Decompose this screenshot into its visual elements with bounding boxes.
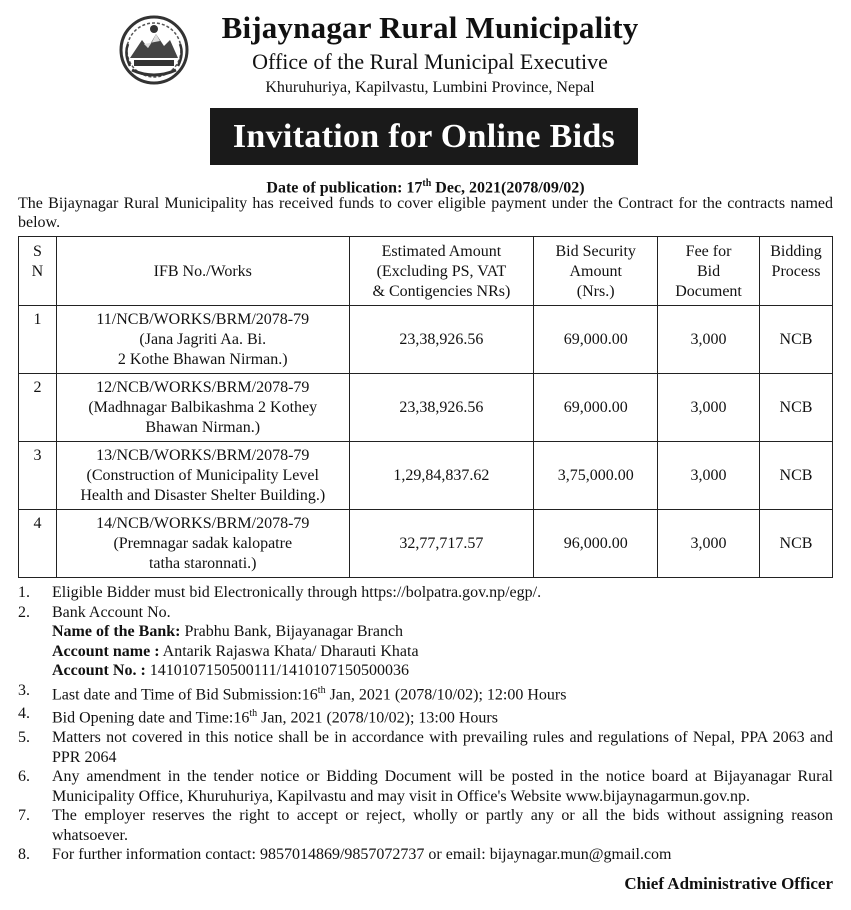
note-text: Eligible Bidder must bid Electronically through https://bolpatra.gov.np/egp/. xyxy=(52,584,542,601)
cell-ifb xyxy=(56,306,349,374)
header-ifb xyxy=(56,237,349,306)
ifb-work-line: 2 Kothe Bhawan Nirman.) xyxy=(117,350,288,368)
cell-sn: 1 xyxy=(19,306,57,374)
note-number: 6. xyxy=(18,768,30,786)
header-estimated-line: & Contigencies NRs) xyxy=(372,283,511,300)
list-item xyxy=(18,767,833,806)
cell-fee: 3,000 xyxy=(658,442,760,510)
ifb-number: 13/NCB/WORKS/BRM/2078-79 xyxy=(96,446,310,464)
intro-paragraph: The Bijaynagar Rural Municipality has received funds to cover eligible payment under the Contract for the contracts named below. xyxy=(18,195,833,231)
header-fee-line: Document xyxy=(675,283,742,300)
signatory-title: Chief Administrative Officer xyxy=(624,874,833,893)
cell-estimated-amount: 1,29,84,837.62 xyxy=(349,442,534,510)
account-name-label: Account name : xyxy=(52,642,160,660)
office-name: Office of the Rural Municipal Executive xyxy=(252,49,608,74)
note-text: The employer reserves the right to accept or reject, wholly or partly any or all the bids without assigning reason whatsoever. xyxy=(52,807,833,844)
cell-bidding-process: NCB xyxy=(760,510,833,578)
cell-estimated-amount: 23,38,926.56 xyxy=(349,306,534,374)
account-number-label: Account No. : xyxy=(52,662,146,679)
note-number: 8. xyxy=(18,846,30,864)
note-text: For further information contact: 9857014869/9857072737 or email: bijaynagar.mun@gmail.com xyxy=(52,846,672,864)
notes-list xyxy=(18,583,833,865)
cell-estimated-amount: 23,38,926.56 xyxy=(349,374,534,442)
bank-name-label: Name of the Bank: xyxy=(52,623,181,640)
header-security-line: (Nrs.) xyxy=(576,283,615,300)
organization-name: Bijaynagar Rural Municipality xyxy=(221,10,639,45)
cell-bid-security: 69,000.00 xyxy=(534,306,658,374)
cell-bid-security: 3,75,000.00 xyxy=(534,442,658,510)
header-process-line: Bidding xyxy=(770,243,822,260)
note-text xyxy=(52,681,833,705)
list-item xyxy=(18,681,833,705)
cell-bid-security: 96,000.00 xyxy=(534,510,658,578)
cell-ifb xyxy=(56,442,349,510)
submission-date-rest: Jan, 2021 (2078/10/02); 12:00 Hours xyxy=(325,685,567,703)
ifb-work-line: (Premnagar sadak kalopatre xyxy=(113,534,293,552)
account-number-line xyxy=(18,661,833,681)
publication-date-label: Date of publication: 17 xyxy=(266,179,423,197)
date-suffix: th xyxy=(317,684,326,696)
account-number-value: 1410107150500111/1410107150500036 xyxy=(145,662,410,679)
submission-date-text: Last date and Time of Bid Submission:16 xyxy=(52,685,318,703)
ifb-work-line: Health and Disaster Shelter Building.) xyxy=(80,486,326,504)
header-fee-line: Fee for xyxy=(685,243,732,260)
cell-fee: 3,000 xyxy=(658,306,760,374)
cell-sn: 2 xyxy=(19,374,57,442)
list-item xyxy=(18,728,833,767)
cell-sn: 3 xyxy=(19,442,57,510)
note-number: 3. xyxy=(18,681,30,699)
account-name-value: Antarik Rajaswa Khata/ Dharauti Khata xyxy=(159,642,419,660)
note-number: 7. xyxy=(18,807,30,825)
note-number: 4. xyxy=(18,705,30,723)
cell-bid-security: 69,000.00 xyxy=(534,374,658,442)
header-bid-security xyxy=(534,237,658,306)
header-sn-line: N xyxy=(31,263,44,280)
notice-title: Invitation for Online Bids xyxy=(232,117,616,155)
ifb-number: 14/NCB/WORKS/BRM/2078-79 xyxy=(96,514,310,532)
cell-bidding-process: NCB xyxy=(760,306,833,374)
table-row xyxy=(19,510,833,578)
cell-fee: 3,000 xyxy=(658,510,760,578)
list-item xyxy=(18,583,833,603)
bank-name-value: Prabhu Bank, Bijayanagar Branch xyxy=(180,623,404,640)
ifb-work-line: (Construction of Municipality Level xyxy=(86,466,319,484)
bank-name-line xyxy=(18,622,833,642)
note-text xyxy=(52,704,833,728)
header-estimated-line: Estimated Amount xyxy=(381,243,502,260)
publication-date-suffix: th xyxy=(422,178,432,189)
cell-sn: 4 xyxy=(19,510,57,578)
header-estimated-line: (Excluding PS, VAT xyxy=(376,263,507,280)
header-security-line: Amount xyxy=(569,263,622,280)
note-number: 1. xyxy=(18,584,30,601)
header-sn-line: S xyxy=(33,243,42,260)
cell-ifb xyxy=(56,374,349,442)
cell-fee: 3,000 xyxy=(658,374,760,442)
ifb-work-line: tatha staronnati.) xyxy=(148,554,257,572)
opening-date-text: Bid Opening date and Time:16 xyxy=(52,709,250,727)
ifb-work-line: Bhawan Nirman.) xyxy=(145,418,261,436)
note-text: Matters not covered in this notice shall be in accordance with prevailing rules and regulations of Nepal, PPA 2063 and PPR 2064 xyxy=(52,729,833,766)
bids-table xyxy=(18,236,833,578)
header-fee xyxy=(658,237,760,306)
table-row xyxy=(19,374,833,442)
opening-date-rest: Jan, 2021 (2078/10/02); 13:00 Hours xyxy=(257,709,498,727)
header-bidding-process xyxy=(760,237,833,306)
office-address: Khuruhuriya, Kapilvastu, Lumbini Province, Nepal xyxy=(265,79,595,96)
header-estimated-amount xyxy=(349,237,534,306)
header-process-line: Process xyxy=(771,263,821,280)
cell-ifb xyxy=(56,510,349,578)
note-number: 2. xyxy=(18,603,30,621)
table-header-row xyxy=(19,237,833,306)
note-text: Any amendment in the tender notice or Bidding Document will be posted in the notice board at Bijayanagar Rural Municipality Office, Khuruhuriya, Kapilvastu and may visit in Office's Website www.bijaynagarmun.gov.np. xyxy=(52,768,833,805)
ifb-number: 11/NCB/WORKS/BRM/2078-79 xyxy=(96,310,310,328)
date-suffix: th xyxy=(249,708,258,720)
header-security-line: Bid Security xyxy=(555,243,636,260)
list-item xyxy=(18,806,833,845)
note-number: 5. xyxy=(18,729,30,747)
header-ifb-label: IFB No./Works xyxy=(153,263,252,280)
cell-bidding-process: NCB xyxy=(760,442,833,510)
list-item xyxy=(18,704,833,728)
header-sn xyxy=(19,237,57,306)
header-fee-line: Bid xyxy=(696,263,721,280)
ifb-work-line: (Madhnagar Balbikashma 2 Kothey xyxy=(88,398,318,416)
list-item xyxy=(18,845,833,865)
list-item xyxy=(18,603,833,623)
ifb-work-line: (Jana Jagriti Aa. Bi. xyxy=(139,330,267,348)
ifb-number: 12/NCB/WORKS/BRM/2078-79 xyxy=(96,378,310,396)
cell-estimated-amount: 32,77,717.57 xyxy=(349,510,534,578)
account-name-line xyxy=(18,642,833,662)
table-row xyxy=(19,442,833,510)
letterhead xyxy=(200,8,660,99)
publication-date-value: Dec, 2021(2078/09/02) xyxy=(431,179,585,197)
cell-bidding-process: NCB xyxy=(760,374,833,442)
table-row xyxy=(19,306,833,374)
notice-title-banner xyxy=(210,108,638,165)
note-text: Bank Account No. xyxy=(52,603,171,621)
nepal-emblem-icon xyxy=(118,14,190,86)
